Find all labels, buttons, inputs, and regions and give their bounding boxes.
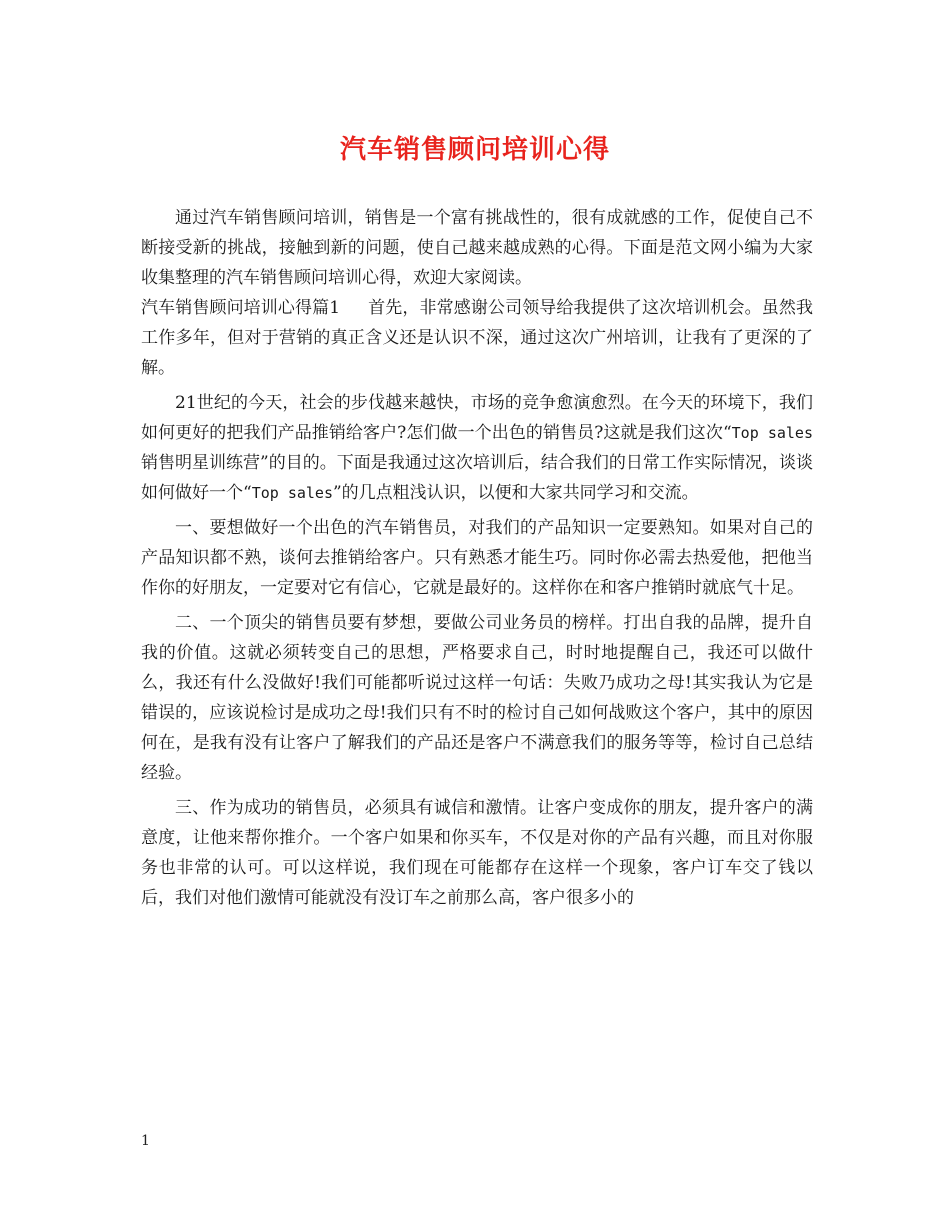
document-body <box>141 203 813 913</box>
paragraph-point-three: 三、作为成功的销售员，必须具有诚信和激情。让客户变成你的朋友，提升客户的满意度，让他来帮你推介。一个客户如果和你买车，不仅是对你的产品有兴趣，而且对你服务也非常的认可。可以这样说，我们现在可能都存在这样一个现象，客户订车交了钱以后，我们对他们激情可能就没有没订车之前那么高，客户很多小的 <box>141 798 813 908</box>
p2-text-b: 销售明星训练营”的目的。下面是我通过这次培训后，结合我们的日常工作实际情况，谈谈如何做好一个“ <box>141 453 813 503</box>
page-number: 1 <box>141 1133 150 1149</box>
p2-text-c: ”的几点粗浅认识，以便和大家共同学习和交流。 <box>332 483 699 503</box>
paragraph-21st-century <box>141 388 813 508</box>
intro-paragraph: 通过汽车销售顾问培训，销售是一个富有挑战性的，很有成就感的工作，促使自己不断接受新的挑战，接触到新的问题，使自己越来越成熟的心得。下面是范文网小编为大家收集整理的汽车销售顾问培训心得，欢迎大家阅读。 <box>141 208 813 288</box>
p2-term-top-sales-1: Top sales <box>731 424 813 442</box>
p2-term-top-sales-2: Top sales <box>251 484 333 502</box>
section-heading: 汽车销售顾问培训心得篇1 <box>141 298 341 318</box>
section-first-text: 首先，非常感谢公司领导给我提供了这次培训机会。虽然我工作多年，但对于营销的真正含义还是认识不深，通过这次广州培训，让我有了更深的了解。 <box>141 298 813 378</box>
paragraph-point-one: 一、要想做好一个出色的汽车销售员，对我们的产品知识一定要熟知。如果对自己的产品知识都不熟，谈何去推销给客户。只有熟悉才能生巧。同时你必需去热爱他，把他当作你的好朋友，一定要对它有信心，它就是最好的。这样你在和客户推销时就底气十足。 <box>141 518 813 598</box>
document-title: 汽车销售顾问培训心得 <box>339 135 610 165</box>
p2-text-a: 21世纪的今天，社会的步伐越来越快，市场的竞争愈演愈烈。在今天的环境下，我们如何更好的把我们产品推销给客户?怎们做一个出色的销售员?这就是我们这次“ <box>141 393 813 443</box>
paragraph-point-two: 二、一个顶尖的销售员要有梦想，要做公司业务员的榜样。打出自我的品牌，提升自我的价值。这就必须转变自己的思想，严格要求自己，时时地提醒自己，我还可以做什么，我还有什么没做好!我们可能都听说过这样一句话：失败乃成功之母!其实我认为它是错误的，应该说检讨是成功之母!我们只有不时的检讨自己如何战败这个客户，其中的原因何在，是我有没有让客户了解我们的产品还是客户不满意我们的服务等等，检讨自己总结经验。 <box>141 613 813 783</box>
section-paragraph <box>141 293 813 383</box>
